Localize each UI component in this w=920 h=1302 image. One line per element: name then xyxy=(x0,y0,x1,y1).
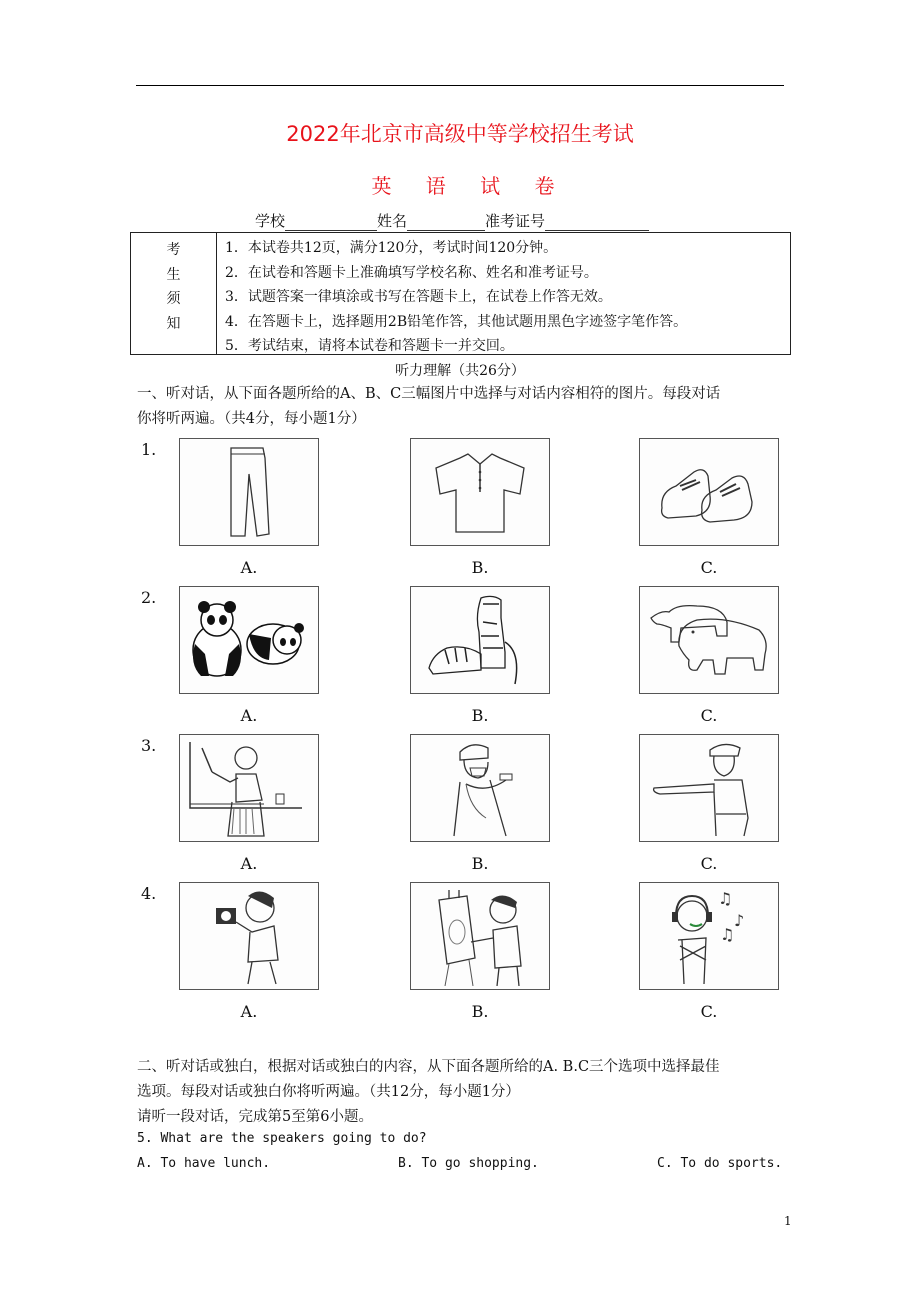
picture-question xyxy=(137,436,787,584)
painter-picture xyxy=(410,882,550,990)
option-label: A. xyxy=(240,854,258,873)
notice-item: 4．在答题卡上，选择题用2B铅笔作答，其他试题用黑色字迹签字笔作答。 xyxy=(225,313,688,330)
exam-id-label: 准考证号 xyxy=(485,212,546,230)
teacher-icon xyxy=(184,738,314,838)
exam-subtitle: 英 语 试 卷 xyxy=(371,174,569,198)
option-label: C. xyxy=(700,558,718,577)
option-label: B. xyxy=(471,706,489,725)
picture-questions xyxy=(137,436,787,1028)
school-blank[interactable] xyxy=(285,214,377,231)
tigers-picture xyxy=(410,586,550,694)
option-label: C. xyxy=(700,854,718,873)
sneakers-picture xyxy=(639,438,779,546)
polo-shirt-picture xyxy=(410,438,550,546)
doctor-picture xyxy=(410,734,550,842)
option-a[interactable] xyxy=(179,438,319,577)
teacher-picture xyxy=(179,734,319,842)
exam-title: 2022年北京市高级中等学校招生考试 xyxy=(286,122,634,146)
option-b[interactable] xyxy=(410,586,550,725)
svg-text:♪: ♪ xyxy=(734,911,745,930)
dialogue-intro: 请听一段对话，完成第5至第6小题。 xyxy=(137,1109,373,1125)
candidate-notice-table xyxy=(130,232,791,355)
notice-item: 1．本试卷共12页，满分120分，考试时间120分钟。 xyxy=(225,240,558,256)
option-label: C. xyxy=(700,1002,718,1021)
q5-option-a[interactable]: A. To have lunch. xyxy=(137,1156,271,1171)
notice-heading-char: 考 xyxy=(166,242,181,258)
notice-heading xyxy=(131,233,217,354)
option-label: B. xyxy=(471,1002,489,1021)
option-c[interactable] xyxy=(639,882,779,1021)
question-number: 4. xyxy=(141,884,157,903)
instruction-line: 选项。每段对话或独白你将听两遍。（共12分，每小题1分） xyxy=(137,1084,520,1100)
question-5: 5. What are the speakers going to do? xyxy=(137,1131,427,1146)
shirt-icon xyxy=(430,444,530,540)
school-label: 学校 xyxy=(255,212,286,230)
listening-section-heading: 听力理解（共26分） xyxy=(395,363,525,379)
police-officer-icon xyxy=(644,738,774,838)
page-number: 1 xyxy=(784,1214,792,1228)
part2-instructions xyxy=(137,1055,787,1130)
option-label: A. xyxy=(240,558,258,577)
q5-option-c[interactable]: C. To do sports. xyxy=(657,1156,783,1171)
option-a[interactable] xyxy=(179,734,319,873)
name-blank[interactable] xyxy=(407,214,485,231)
pandas-icon xyxy=(187,598,311,682)
question-number: 2. xyxy=(141,588,157,607)
notice-items xyxy=(217,233,790,354)
svg-text:♫: ♫ xyxy=(718,889,733,908)
option-label: B. xyxy=(471,854,489,873)
picture-question xyxy=(137,732,787,880)
instruction-line: 你将听两遍。（共4分，每小题1分） xyxy=(137,411,366,427)
elephants-icon xyxy=(647,598,771,682)
q5-option-b[interactable]: B. To go shopping. xyxy=(398,1156,539,1171)
music-listener-picture xyxy=(639,882,779,990)
option-b[interactable] xyxy=(410,882,550,1021)
picture-question xyxy=(137,584,787,732)
photographer-picture xyxy=(179,882,319,990)
option-c[interactable] xyxy=(639,438,779,577)
police-officer-picture xyxy=(639,734,779,842)
notice-heading-char: 须 xyxy=(166,291,181,307)
top-rule xyxy=(136,85,784,86)
exam-id-blank[interactable] xyxy=(545,214,649,231)
option-c[interactable] xyxy=(639,586,779,725)
notice-item: 3．试题答案一律填涂或书写在答题卡上，在试卷上作答无效。 xyxy=(225,289,612,305)
option-label: A. xyxy=(240,1002,258,1021)
pandas-picture xyxy=(179,586,319,694)
part1-instructions xyxy=(137,382,787,432)
notice-heading-char: 知 xyxy=(166,315,181,332)
trousers-picture xyxy=(179,438,319,546)
candidate-info-fields xyxy=(255,210,649,231)
option-b[interactable] xyxy=(410,438,550,577)
option-label: A. xyxy=(240,706,258,725)
sneakers-icon xyxy=(654,452,764,532)
option-label: C. xyxy=(700,706,718,725)
question-number: 3. xyxy=(141,736,157,755)
trousers-icon xyxy=(219,444,279,540)
picture-question xyxy=(137,880,787,1028)
option-c[interactable] xyxy=(639,734,779,873)
camera-man-icon xyxy=(194,886,304,986)
instruction-line: 一、听对话，从下面各题所给的A、B、C三幅图片中选择与对话内容相符的图片。每段对话 xyxy=(137,386,721,402)
tigers-icon xyxy=(425,592,535,688)
painter-icon xyxy=(425,886,535,986)
instruction-line: 二、听对话或独白，根据对话或独白的内容，从下面各题所给的A. B.C三个选项中选择最佳 xyxy=(137,1059,720,1075)
question-number: 1. xyxy=(141,440,157,459)
notice-heading-char: 生 xyxy=(166,266,181,283)
doctor-icon xyxy=(430,738,530,838)
svg-text:♫: ♫ xyxy=(720,925,735,944)
notice-item: 5．考试结束，请将本试卷和答题卡一并交回。 xyxy=(225,338,514,354)
name-label: 姓名 xyxy=(377,212,408,230)
elephants-picture xyxy=(639,586,779,694)
headphones-boy-icon xyxy=(654,886,764,986)
option-a[interactable] xyxy=(179,586,319,725)
option-label: B. xyxy=(471,558,489,577)
option-b[interactable] xyxy=(410,734,550,873)
option-a[interactable] xyxy=(179,882,319,1021)
notice-item: 2．在试卷和答题卡上准确填写学校名称、姓名和准考证号。 xyxy=(225,264,598,281)
